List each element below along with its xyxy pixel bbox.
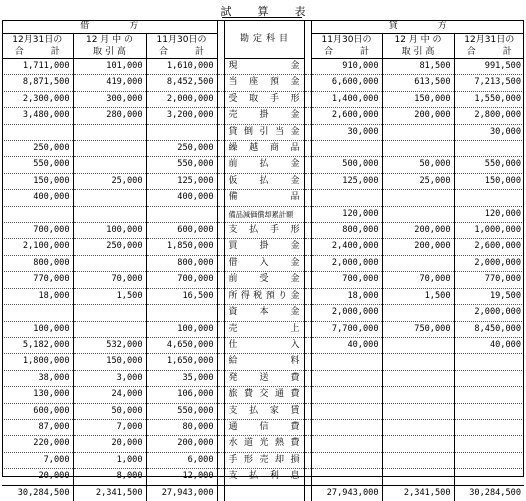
- credit-dec-cell: [382, 436, 454, 452]
- account-name: 前払金: [224, 157, 304, 173]
- column-gap: [304, 403, 311, 419]
- account-name: 備品: [224, 190, 304, 206]
- col-header: 12 月 中 の: [73, 34, 146, 47]
- credit-dec-cell: 150,000: [382, 91, 454, 107]
- credit-nov-cell: 910,000: [311, 59, 382, 75]
- table-row: [2, 272, 524, 288]
- credit-total-cell: 2,600,000: [454, 239, 524, 255]
- debit-nov-cell: 100,000: [146, 321, 217, 337]
- credit-nov-cell: [311, 141, 382, 157]
- debit-nov-cell: 1,610,000: [146, 59, 217, 75]
- credit-total-cell: [454, 403, 524, 419]
- debit-nov-cell: 800,000: [146, 255, 217, 271]
- debit-nov-cell: 550,000: [146, 157, 217, 173]
- header-row-sides: [2, 20, 524, 34]
- debit-total-cell: 5,182,000: [2, 337, 73, 353]
- column-gap: [304, 485, 311, 501]
- table-row: [2, 321, 524, 337]
- credit-total-cell: 770,000: [454, 272, 524, 288]
- column-gap: [217, 190, 224, 206]
- debit-nov-cell: 4,650,000: [146, 337, 217, 353]
- credit-dec-cell: 200,000: [382, 108, 454, 124]
- col-header: 取 引 高: [73, 46, 146, 59]
- credit-dec-cell: [382, 141, 454, 157]
- credit-nov-cell: 2,600,000: [311, 108, 382, 124]
- debit-total-cell: 100,000: [2, 321, 73, 337]
- credit-total-cell: 2,800,000: [454, 108, 524, 124]
- debit-total-cell: 2,300,000: [2, 91, 73, 107]
- column-gap: [217, 255, 224, 271]
- debit-total-cell: 150,000: [2, 173, 73, 189]
- debit-dec-cell: [73, 321, 146, 337]
- credit-nov-cell: 125,000: [311, 173, 382, 189]
- account-name: 前受金: [224, 272, 304, 288]
- credit-nov-cell: 30,000: [311, 124, 382, 140]
- credit-total-cell: [454, 354, 524, 370]
- debit-dec-cell: 2,341,500: [73, 485, 146, 501]
- account-name: 買掛金: [224, 239, 304, 255]
- column-gap: [217, 91, 224, 107]
- debit-dec-cell: [73, 157, 146, 173]
- credit-dec-cell: [382, 255, 454, 271]
- credit-nov-cell: 2,000,000: [311, 255, 382, 271]
- debit-nov-cell: 3,200,000: [146, 108, 217, 124]
- credit-total-cell: 2,000,000: [454, 305, 524, 321]
- table-row: [2, 75, 524, 91]
- debit-nov-cell: 1,650,000: [146, 354, 217, 370]
- column-gap: [304, 387, 311, 403]
- debit-nov-cell: 2,000,000: [146, 91, 217, 107]
- account-name: 繰越商品: [224, 141, 304, 157]
- table-row: [2, 157, 524, 173]
- credit-nov-cell: [311, 354, 382, 370]
- column-gap: [304, 436, 311, 452]
- column-gap: [217, 419, 224, 435]
- credit-nov-cell: 120,000: [311, 206, 382, 222]
- debit-nov-cell: 400,000: [146, 190, 217, 206]
- debit-nov-cell: 27,943,000: [146, 485, 217, 501]
- credit-dec-cell: 70,000: [382, 272, 454, 288]
- column-gap: [304, 124, 311, 140]
- credit-total-cell: [454, 370, 524, 386]
- account-name: 支払手形: [224, 223, 304, 239]
- credit-dec-cell: 200,000: [382, 239, 454, 255]
- credit-nov-cell: [311, 419, 382, 435]
- credit-total-cell: 2,000,000: [454, 255, 524, 271]
- debit-nov-cell: 250,000: [146, 141, 217, 157]
- table-row: [2, 190, 524, 206]
- column-gap: [304, 157, 311, 173]
- debit-total-cell: [2, 124, 73, 140]
- credit-nov-cell: [311, 452, 382, 468]
- debit-total-cell: 2,100,000: [2, 239, 73, 255]
- table-row: [2, 108, 524, 124]
- column-gap: [217, 485, 224, 501]
- column-gap: [304, 173, 311, 189]
- credit-nov-cell: 6,600,000: [311, 75, 382, 91]
- column-gap: [217, 239, 224, 255]
- credit-total-cell: 7,213,500: [454, 75, 524, 91]
- account-name: 支払利息: [224, 469, 304, 485]
- debit-nov-cell: [146, 206, 217, 222]
- debit-dec-cell: [73, 255, 146, 271]
- debit-dec-cell: 70,000: [73, 272, 146, 288]
- column-gap: [304, 239, 311, 255]
- debit-total-cell: 550,000: [2, 157, 73, 173]
- col-header: 11月30日の: [311, 34, 382, 47]
- credit-total-cell: 19,500: [454, 288, 524, 304]
- debit-total-cell: [2, 305, 73, 321]
- credit-total-cell: [454, 452, 524, 468]
- document-title: 試算表: [220, 5, 332, 18]
- credit-total-cell: [454, 469, 524, 485]
- credit-nov-cell: 7,700,000: [311, 321, 382, 337]
- account-name: 水道光熱費: [224, 436, 304, 452]
- debit-dec-cell: 3,000: [73, 370, 146, 386]
- debit-dec-cell: 20,000: [73, 436, 146, 452]
- credit-nov-cell: [311, 190, 382, 206]
- table-row: [2, 436, 524, 452]
- credit-nov-cell: [311, 387, 382, 403]
- debit-total-cell: 8,871,500: [2, 75, 73, 91]
- debit-nov-cell: 1,850,000: [146, 239, 217, 255]
- debit-dec-cell: [73, 124, 146, 140]
- col-header: 12月31日の: [12, 35, 63, 45]
- debit-dec-cell: 1,500: [73, 288, 146, 304]
- debit-dec-cell: [73, 141, 146, 157]
- credit-dec-cell: [382, 206, 454, 222]
- column-gap: [217, 354, 224, 370]
- debit-dec-cell: [73, 206, 146, 222]
- table-row: [2, 223, 524, 239]
- credit-total-cell: [454, 190, 524, 206]
- credit-dec-cell: [382, 124, 454, 140]
- table-row: [2, 173, 524, 189]
- table-row: [2, 452, 524, 468]
- column-gap: [304, 452, 311, 468]
- debit-dec-cell: 532,000: [73, 337, 146, 353]
- totals-row: [2, 485, 524, 501]
- credit-nov-cell: 18,000: [311, 288, 382, 304]
- account-name: 備品減価償却累計額: [224, 206, 304, 222]
- col-header: 12 月 中 の: [382, 34, 454, 47]
- table-row: [2, 255, 524, 271]
- col-header: 11月30日の: [146, 34, 217, 47]
- column-gap: [217, 124, 224, 140]
- credit-nov-cell: 40,000: [311, 337, 382, 353]
- column-gap: [304, 288, 311, 304]
- debit-nov-cell: [146, 305, 217, 321]
- col-header: 合 計: [311, 46, 382, 59]
- col-header: 取 引 高: [382, 46, 454, 59]
- debit-dec-cell: 101,000: [73, 59, 146, 75]
- credit-header: 貸方: [311, 20, 524, 34]
- column-gap: [217, 337, 224, 353]
- column-gap: [304, 108, 311, 124]
- table-row: [2, 370, 524, 386]
- debit-dec-cell: 7,000: [73, 419, 146, 435]
- table-row: [2, 288, 524, 304]
- credit-total-cell: 30,000: [454, 124, 524, 140]
- credit-dec-cell: 25,000: [382, 173, 454, 189]
- column-gap: [217, 59, 224, 75]
- credit-total-cell: 1,550,000: [454, 91, 524, 107]
- credit-nov-cell: 700,000: [311, 272, 382, 288]
- table-row: [2, 419, 524, 435]
- debit-total-cell: 600,000: [2, 403, 73, 419]
- account-name: 手形売却損: [224, 452, 304, 468]
- column-gap: [217, 305, 224, 321]
- credit-dec-cell: [382, 354, 454, 370]
- debit-dec-cell: 1,000: [73, 452, 146, 468]
- debit-dec-cell: 25,000: [73, 173, 146, 189]
- credit-nov-cell: 500,000: [311, 157, 382, 173]
- debit-nov-cell: 16,500: [146, 288, 217, 304]
- column-gap: [304, 223, 311, 239]
- account-name: 給料: [224, 354, 304, 370]
- column-gap: [217, 206, 224, 222]
- credit-nov-cell: 27,943,000: [311, 485, 382, 501]
- col-header: 合 計: [146, 46, 217, 59]
- debit-dec-cell: 8,000: [73, 469, 146, 485]
- credit-nov-cell: [311, 469, 382, 485]
- credit-total-cell: 150,000: [454, 173, 524, 189]
- column-gap: [304, 354, 311, 370]
- account-name: 借入金: [224, 255, 304, 271]
- debit-nov-cell: 8,452,500: [146, 75, 217, 91]
- col-header: 合 計: [454, 46, 524, 59]
- credit-dec-cell: [382, 337, 454, 353]
- credit-nov-cell: [311, 403, 382, 419]
- column-gap: [304, 469, 311, 485]
- debit-total-cell: 250,000: [2, 141, 73, 157]
- debit-nov-cell: 125,000: [146, 173, 217, 189]
- debit-total-cell: 1,800,000: [2, 354, 73, 370]
- debit-dec-cell: [73, 305, 146, 321]
- account-name: 資本金: [224, 305, 304, 321]
- credit-dec-cell: [382, 469, 454, 485]
- debit-total-cell: 1,711,000: [2, 59, 73, 75]
- credit-total-cell: 1,000,000: [454, 223, 524, 239]
- table-row: [2, 469, 524, 485]
- debit-total-cell: 220,000: [2, 436, 73, 452]
- debit-dec-cell: 150,000: [73, 354, 146, 370]
- debit-nov-cell: 80,000: [146, 419, 217, 435]
- credit-total-cell: 120,000: [454, 206, 524, 222]
- credit-total-cell: [454, 141, 524, 157]
- debit-dec-cell: 100,000: [73, 223, 146, 239]
- credit-nov-cell: 2,000,000: [311, 305, 382, 321]
- account-name: 仮払金: [224, 173, 304, 189]
- credit-dec-cell: [382, 370, 454, 386]
- debit-dec-cell: [73, 190, 146, 206]
- account-name: 当座預金: [224, 75, 304, 91]
- credit-total-cell: 991,500: [454, 59, 524, 75]
- column-gap: [217, 387, 224, 403]
- column-gap: [304, 190, 311, 206]
- credit-dec-cell: [382, 305, 454, 321]
- debit-total-cell: 7,000: [2, 452, 73, 468]
- column-gap: [217, 272, 224, 288]
- debit-total-cell: 87,000: [2, 419, 73, 435]
- debit-nov-cell: 35,000: [146, 370, 217, 386]
- credit-dec-cell: 2,341,500: [382, 485, 454, 501]
- column-gap: [217, 469, 224, 485]
- debit-dec-cell: 419,000: [73, 75, 146, 91]
- column-gap: [217, 370, 224, 386]
- credit-dec-cell: 200,000: [382, 223, 454, 239]
- debit-dec-cell: 300,000: [73, 91, 146, 107]
- table-row: [2, 206, 524, 222]
- column-gap: [217, 321, 224, 337]
- column-gap: [217, 141, 224, 157]
- column-gap: [304, 272, 311, 288]
- column-gap: [217, 157, 224, 173]
- debit-total-cell: [2, 206, 73, 222]
- credit-nov-cell: [311, 370, 382, 386]
- column-gap: [304, 141, 311, 157]
- credit-total-cell: 40,000: [454, 337, 524, 353]
- debit-nov-cell: 550,000: [146, 403, 217, 419]
- debit-nov-cell: 12,000: [146, 469, 217, 485]
- debit-nov-cell: 600,000: [146, 223, 217, 239]
- column-gap: [217, 75, 224, 91]
- table-row: [2, 387, 524, 403]
- debit-total-cell: 400,000: [2, 190, 73, 206]
- account-name: 所得税預り金: [224, 288, 304, 304]
- debit-total-cell: 38,000: [2, 370, 73, 386]
- column-gap: [304, 59, 311, 75]
- debit-total-cell: 770,000: [2, 272, 73, 288]
- debit-total-cell: 130,000: [2, 387, 73, 403]
- table-row: [2, 239, 524, 255]
- credit-dec-cell: 1,500: [382, 288, 454, 304]
- debit-header: 借方: [2, 20, 217, 34]
- debit-nov-cell: 200,000: [146, 436, 217, 452]
- credit-total-cell: [454, 419, 524, 435]
- credit-total-cell: 30,284,500: [454, 485, 524, 501]
- credit-dec-cell: [382, 387, 454, 403]
- column-gap: [217, 452, 224, 468]
- credit-dec-cell: [382, 452, 454, 468]
- account-name: 貸倒引当金: [224, 124, 304, 140]
- account-name: 受取手形: [224, 91, 304, 107]
- column-gap: [217, 436, 224, 452]
- debit-nov-cell: [146, 124, 217, 140]
- col-header: 合 計: [2, 46, 73, 59]
- title-underline: [222, 17, 302, 18]
- debit-total-cell: 18,000: [2, 288, 73, 304]
- credit-dec-cell: [382, 190, 454, 206]
- debit-nov-cell: 6,000: [146, 452, 217, 468]
- table-row: [2, 59, 524, 75]
- account-header: 勘定科目: [224, 20, 304, 59]
- account-name: 支払家賃: [224, 403, 304, 419]
- credit-dec-cell: 613,500: [382, 75, 454, 91]
- credit-dec-cell: 50,000: [382, 157, 454, 173]
- column-gap: [217, 173, 224, 189]
- debit-nov-cell: 700,000: [146, 272, 217, 288]
- debit-dec-cell: 50,000: [73, 403, 146, 419]
- credit-dec-cell: 750,000: [382, 321, 454, 337]
- credit-nov-cell: [311, 436, 382, 452]
- account-name: 発送費: [224, 370, 304, 386]
- account-name: 売上: [224, 321, 304, 337]
- credit-total-cell: 550,000: [454, 157, 524, 173]
- column-gap: [304, 370, 311, 386]
- credit-total-cell: 8,450,000: [454, 321, 524, 337]
- credit-total-cell: [454, 436, 524, 452]
- table-row: [2, 354, 524, 370]
- table-row: [2, 403, 524, 419]
- credit-nov-cell: 800,000: [311, 223, 382, 239]
- account-name: 現金: [224, 59, 304, 75]
- credit-total-cell: [454, 387, 524, 403]
- table-row: [2, 91, 524, 107]
- trial-balance-table: [2, 20, 524, 501]
- column-gap: [304, 419, 311, 435]
- column-gap: [304, 255, 311, 271]
- table-row: [2, 305, 524, 321]
- column-gap: [304, 305, 311, 321]
- account-name: 通信費: [224, 419, 304, 435]
- debit-total-cell: 3,480,000: [2, 108, 73, 124]
- account-name: 売掛金: [224, 108, 304, 124]
- table-row: [2, 124, 524, 140]
- credit-dec-cell: [382, 403, 454, 419]
- column-gap: [304, 91, 311, 107]
- credit-dec-cell: 81,500: [382, 59, 454, 75]
- column-gap: [304, 337, 311, 353]
- credit-dec-cell: [382, 419, 454, 435]
- col-header: 12月31日の: [454, 34, 524, 47]
- credit-nov-cell: 1,400,000: [311, 91, 382, 107]
- column-gap: [304, 206, 311, 222]
- column-gap: [217, 223, 224, 239]
- debit-total-cell: 800,000: [2, 255, 73, 271]
- column-gap: [304, 321, 311, 337]
- credit-nov-cell: 2,400,000: [311, 239, 382, 255]
- account-name: [224, 485, 304, 501]
- debit-dec-cell: 280,000: [73, 108, 146, 124]
- column-gap: [304, 75, 311, 91]
- column-gap: [217, 403, 224, 419]
- account-name: 旅費交通費: [224, 387, 304, 403]
- debit-total-cell: 30,284,500: [2, 485, 73, 501]
- debit-total-cell: 700,000: [2, 223, 73, 239]
- account-name: 仕入: [224, 337, 304, 353]
- debit-nov-cell: 106,000: [146, 387, 217, 403]
- debit-total-cell: 20,000: [2, 469, 73, 485]
- table-row: [2, 141, 524, 157]
- table-row: [2, 337, 524, 353]
- column-gap: [217, 288, 224, 304]
- debit-dec-cell: 250,000: [73, 239, 146, 255]
- debit-dec-cell: 24,000: [73, 387, 146, 403]
- column-gap: [217, 108, 224, 124]
